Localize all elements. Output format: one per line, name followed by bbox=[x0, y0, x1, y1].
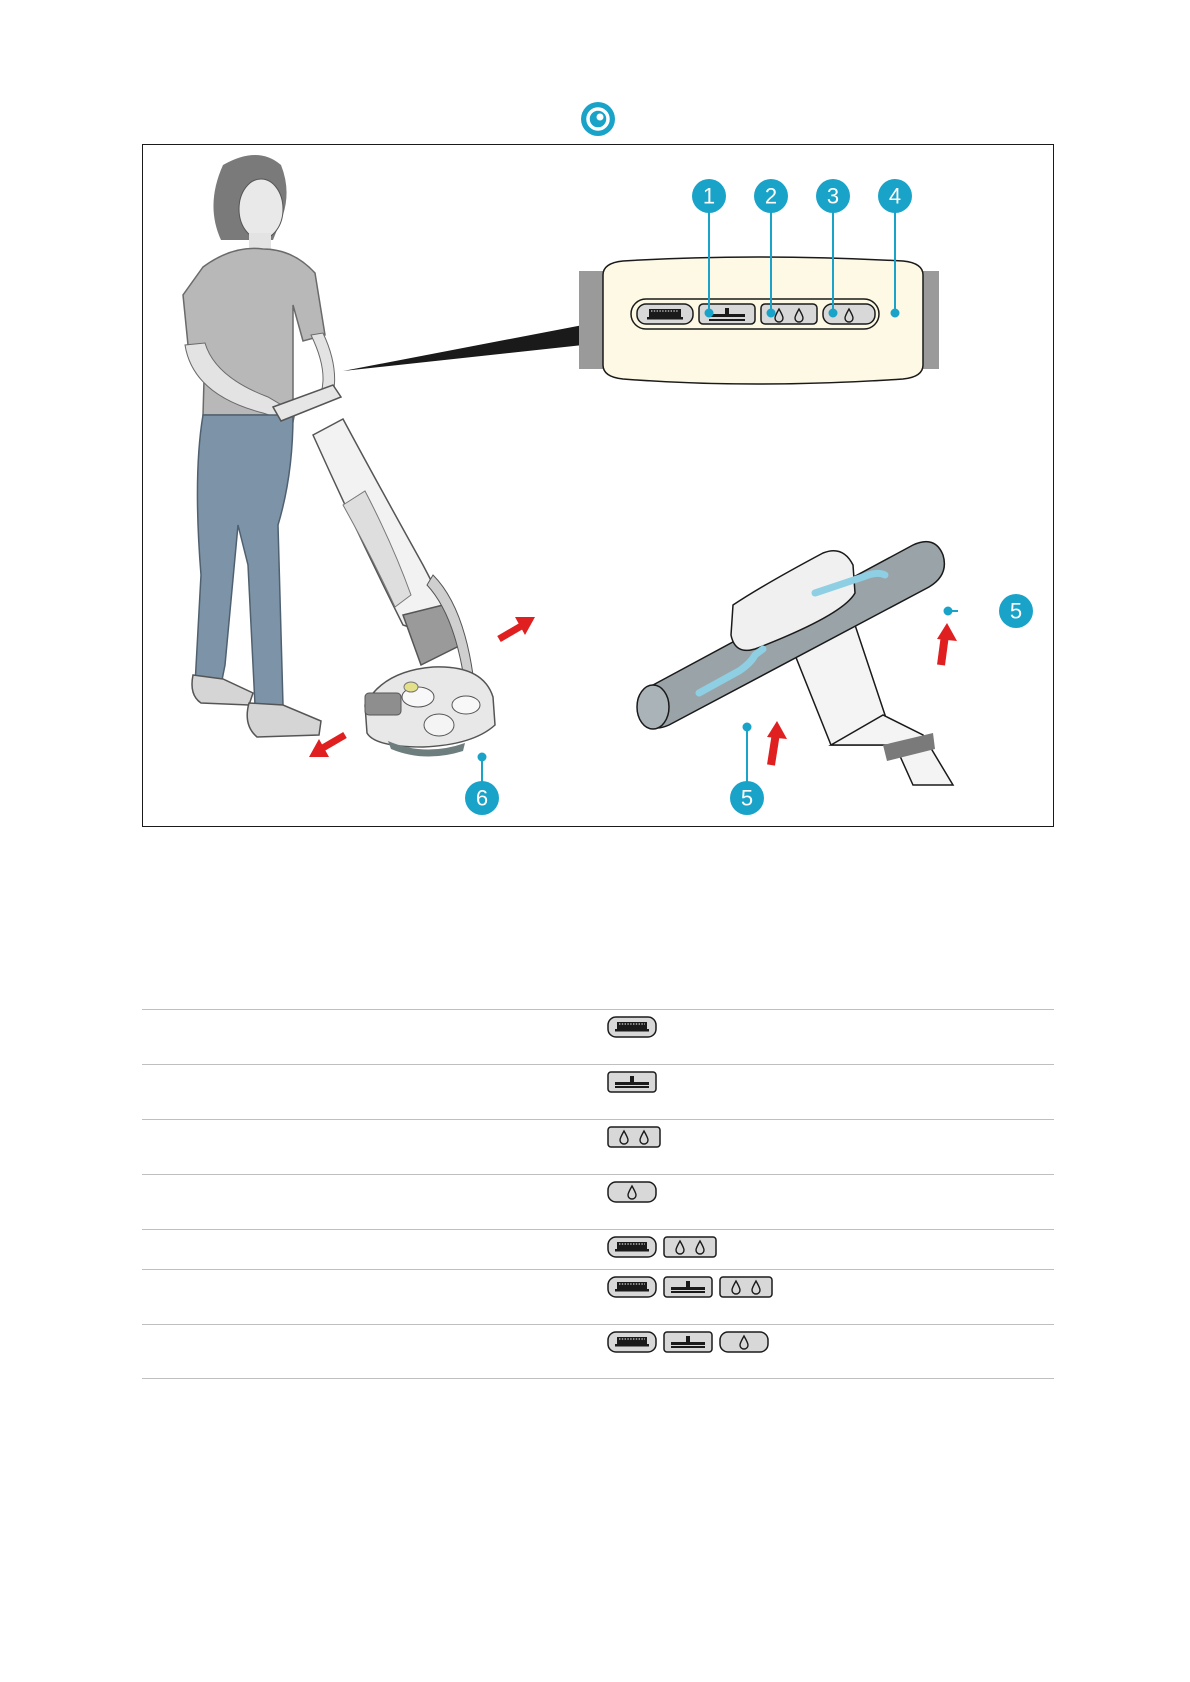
svg-text:4: 4 bbox=[888, 183, 902, 209]
control-panel-zoom bbox=[579, 257, 939, 384]
squeegee-key-icon bbox=[607, 1071, 657, 1093]
table-row bbox=[142, 1009, 1054, 1064]
svg-text:3: 3 bbox=[826, 183, 840, 209]
operation-illustration bbox=[142, 144, 1054, 827]
squeegee-key-icon bbox=[663, 1331, 713, 1353]
table-row bbox=[142, 1064, 1054, 1119]
single-drop-key-icon bbox=[719, 1331, 769, 1353]
callout-5-rear bbox=[999, 594, 1033, 628]
callout-3 bbox=[816, 179, 850, 213]
svg-text:5: 5 bbox=[740, 785, 754, 811]
info-eye-icon bbox=[580, 101, 616, 137]
key-combination-table bbox=[142, 1009, 1054, 1379]
double-drop-key-icon bbox=[719, 1276, 773, 1298]
table-row bbox=[142, 1269, 1054, 1324]
brush-key-icon bbox=[607, 1276, 657, 1298]
brush-key-icon bbox=[607, 1236, 657, 1258]
brush-key-icon bbox=[607, 1331, 657, 1353]
svg-text:1: 1 bbox=[702, 183, 716, 209]
callout-2 bbox=[754, 179, 788, 213]
handle-bar-zoom bbox=[637, 542, 953, 785]
double-drop-key-icon bbox=[607, 1126, 661, 1148]
table-row bbox=[142, 1119, 1054, 1174]
key-combination bbox=[607, 1331, 769, 1353]
svg-text:5: 5 bbox=[1009, 598, 1023, 624]
key-combination bbox=[607, 1016, 657, 1038]
panel-brush-key[interactable] bbox=[637, 304, 693, 324]
key-combination bbox=[607, 1181, 657, 1203]
callout-1 bbox=[692, 179, 726, 213]
key-combination bbox=[607, 1236, 717, 1258]
table-row bbox=[142, 1229, 1054, 1269]
movement-arrow-forward bbox=[499, 617, 535, 639]
movement-arrow-backward bbox=[309, 735, 345, 757]
trigger-arrow-rear bbox=[937, 623, 957, 665]
squeegee-key-icon bbox=[663, 1276, 713, 1298]
table-row bbox=[142, 1324, 1054, 1379]
brush-key-icon bbox=[607, 1016, 657, 1038]
double-drop-key-icon bbox=[663, 1236, 717, 1258]
operator-illustration bbox=[183, 155, 495, 757]
trigger-arrow-front bbox=[767, 721, 787, 765]
single-drop-key-icon bbox=[607, 1181, 657, 1203]
svg-text:2: 2 bbox=[764, 183, 778, 209]
key-combination bbox=[607, 1126, 661, 1148]
zoom-wedge bbox=[343, 325, 583, 371]
table-row bbox=[142, 1174, 1054, 1229]
callout-4 bbox=[878, 179, 912, 213]
key-combination bbox=[607, 1276, 773, 1298]
callout-5-front bbox=[730, 781, 764, 815]
key-combination bbox=[607, 1071, 657, 1093]
svg-text:6: 6 bbox=[475, 785, 489, 811]
callout-6 bbox=[465, 781, 499, 815]
